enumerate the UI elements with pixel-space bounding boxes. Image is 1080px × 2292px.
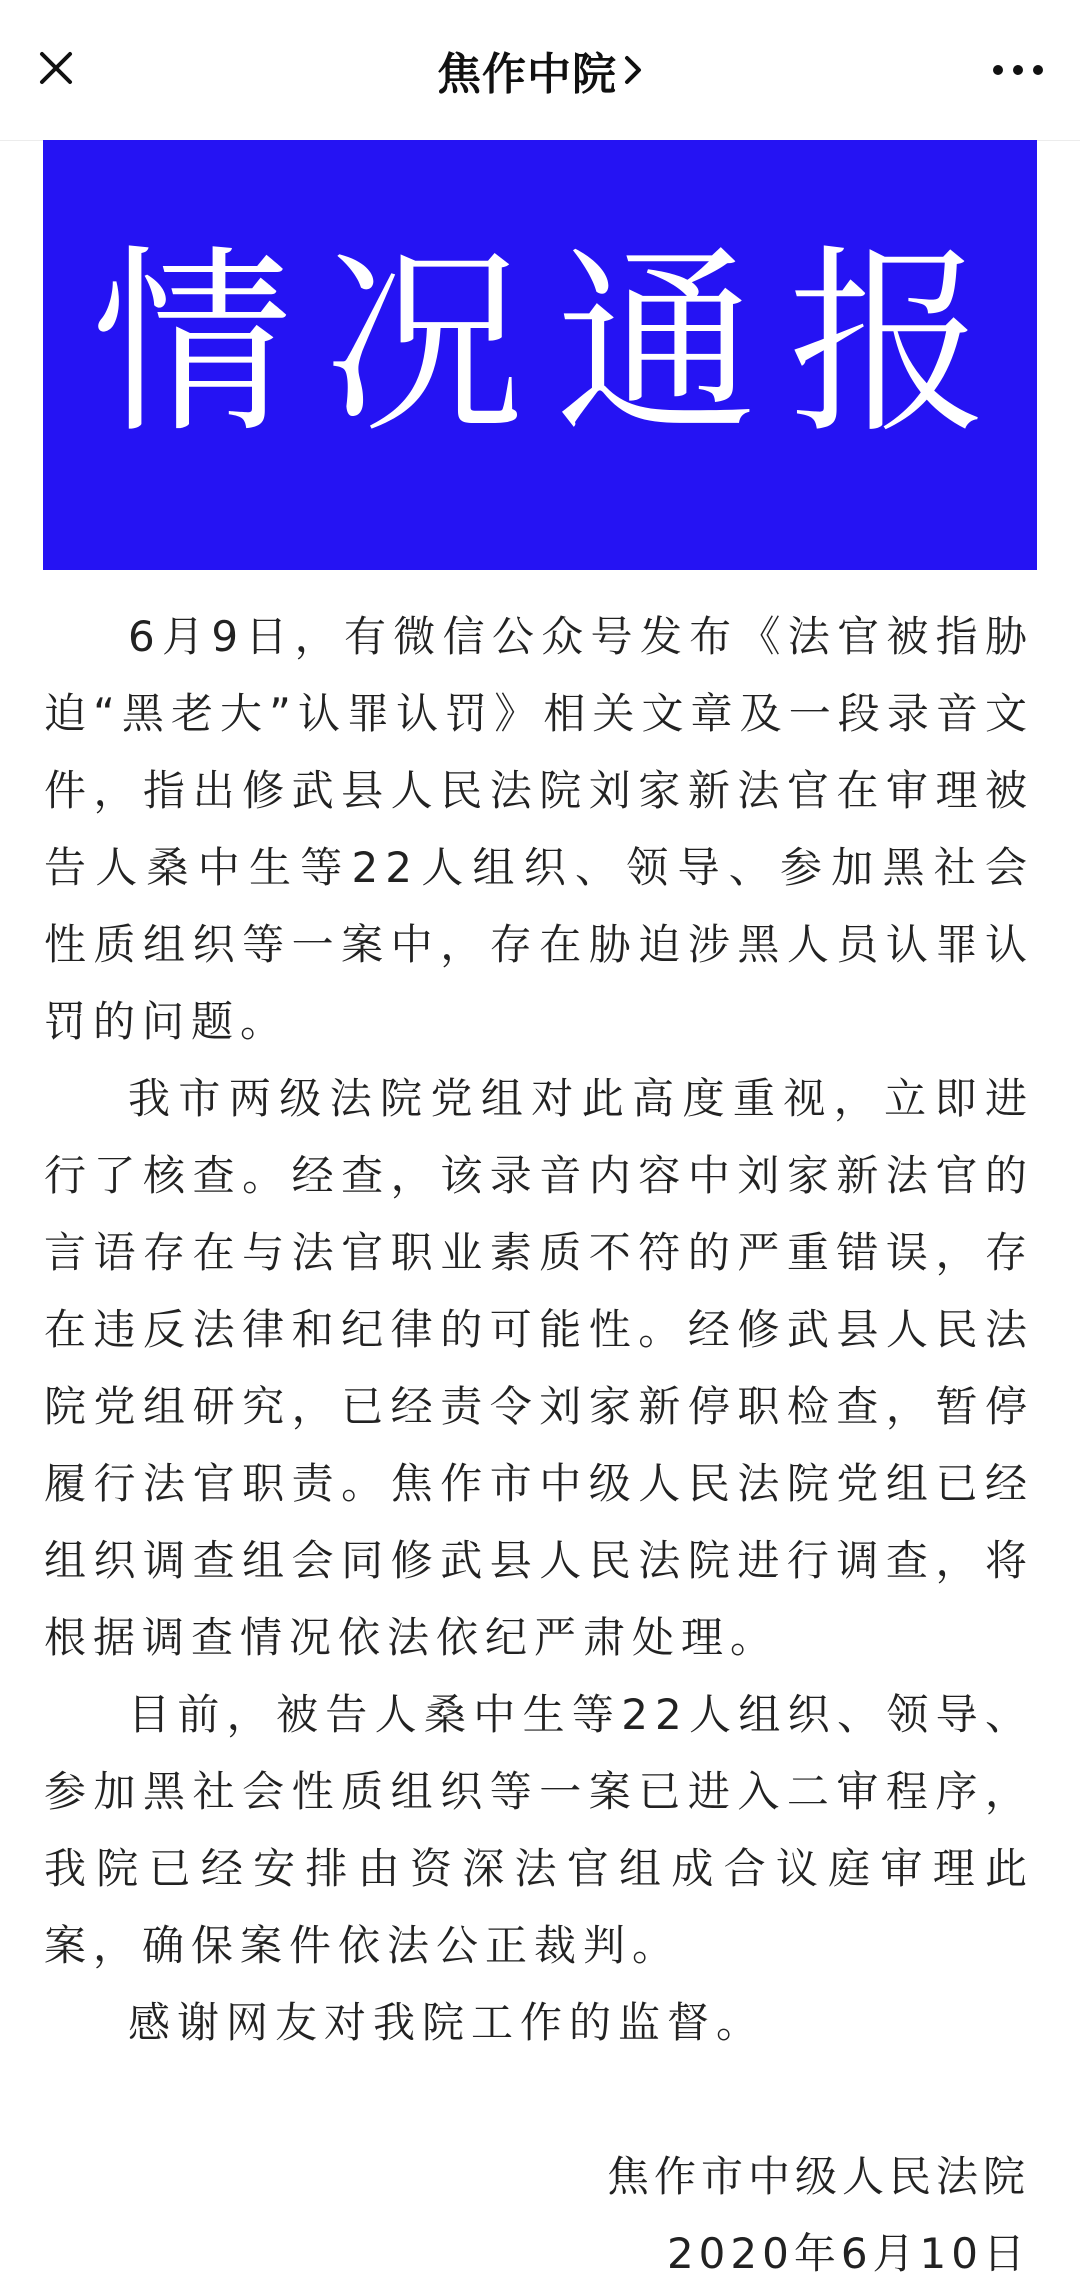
more-horizontal-icon [992,64,1044,76]
top-nav-bar [0,0,1080,141]
article-paragraph: 感谢网友对我院工作的监督。 [128,1998,766,2047]
more-button[interactable] [988,42,1048,98]
article-paragraph: 目前，被告人桑中生等22人组织、领导、参加黑社会性质组织等一案已进入二审程序，我院已经安排由资深法官组成合议庭审理此案，确保案件依法公正裁判。 [44,1690,1034,1970]
chevron-right-icon [623,54,643,86]
article-paragraph: 我市两级法院党组对此高度重视，立即进行了核查。经查，该录音内容中刘家新法官的言语存在与法官职业素质不符的严重错误，存在违反法律和纪律的可能性。经修武县人民法院党组研究，已经责令刘家新停职检查，暂停履行法官职责。焦作市中级人民法院党组已经组织调查组会同修武县人民法院进行调查，将根据调查情况依法依纪严肃处理。 [44,1074,1034,1662]
signature-block [607,2138,1030,2292]
page-title: 焦作中院 [437,49,617,100]
signature-org: 焦作市中级人民法院 [606,2152,1030,2201]
account-title-link[interactable] [0,38,1080,102]
article-paragraph: 6月9日，有微信公众号发布《法官被指胁迫“黑老大”认罪认罚》相关文章及一段录音文件，指出修武县人民法院刘家新法官在审理被告人桑中生等22人组织、领导、参加黑社会性质组织等一案中，存在胁迫涉黑人员认罪认罚的问题。 [44,612,1034,1046]
notice-banner-image [43,140,1037,570]
article-body [44,598,1034,2061]
signature-date: 2020年6月10日 [666,2229,1030,2278]
banner-title: 情况通报 [91,228,1020,461]
